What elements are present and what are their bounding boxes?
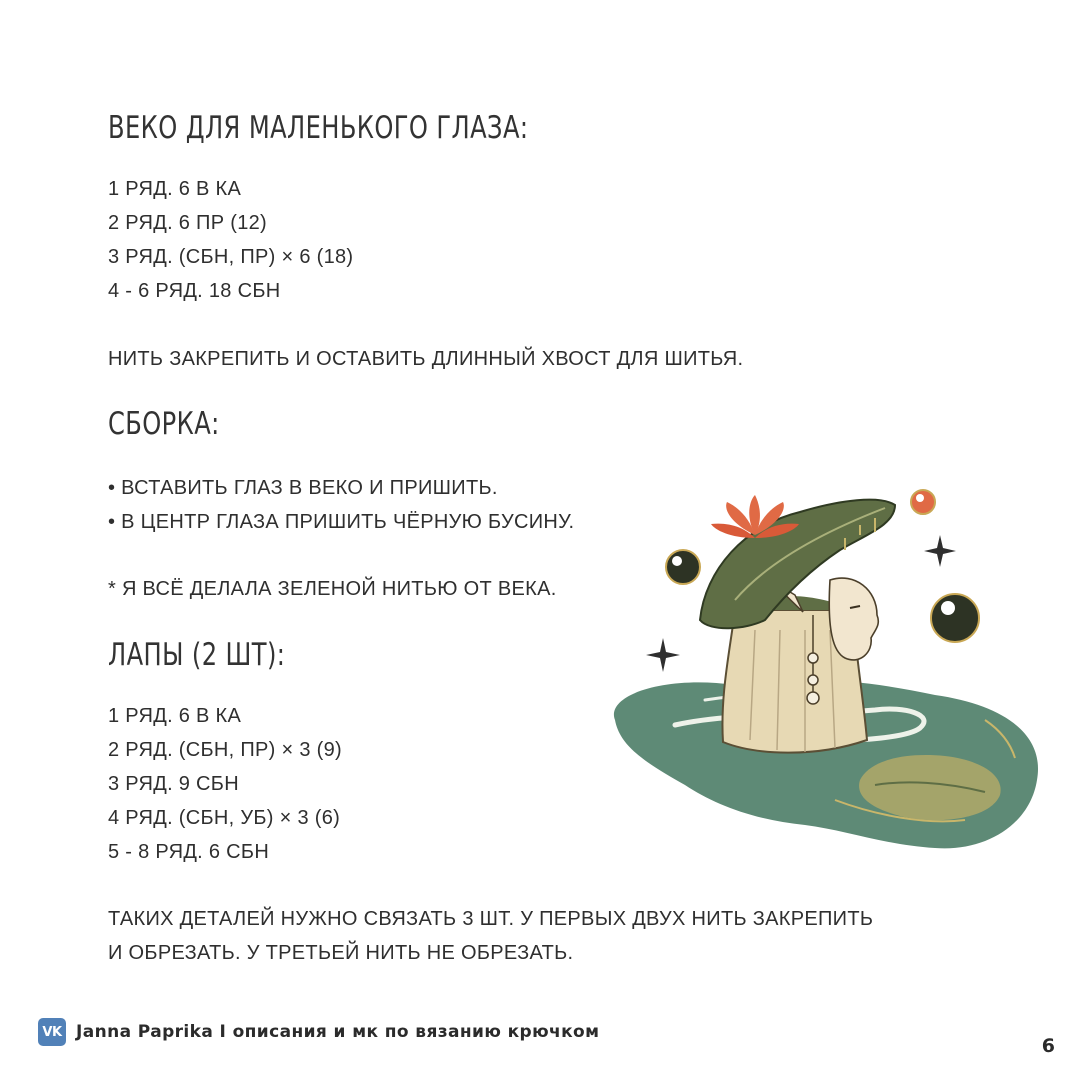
assembly-title: СБОРКА: (108, 406, 220, 442)
footer (38, 1018, 599, 1046)
eyelid-row: 4 - 6 РЯД. 18 СБН (108, 280, 281, 302)
eyelid-row: 1 РЯД. 6 В КА (108, 178, 242, 200)
elf-pond-illustration (605, 480, 1045, 860)
eyelid-title: ВЕКО ДЛЯ МАЛЕНЬКОГО ГЛАЗА: (108, 110, 529, 146)
paws-row: 2 РЯД. (СБН, ПР) × 3 (9) (108, 739, 342, 761)
paws-row: 5 - 8 РЯД. 6 СБН (108, 841, 270, 863)
assembly-item: • В ЦЕНТР ГЛАЗА ПРИШИТЬ ЧЁРНУЮ БУСИНУ. (108, 511, 575, 533)
vk-icon[interactable]: VK (38, 1018, 66, 1046)
footer-author: Janna Paprika I описания и мк по вязанию крючком (76, 1022, 600, 1042)
eyelid-row: 3 РЯД. (СБН, ПР) × 6 (18) (108, 246, 354, 268)
paws-row: 1 РЯД. 6 В КА (108, 705, 242, 727)
paws-note: ТАКИХ ДЕТАЛЕЙ НУЖНО СВЯЗАТЬ 3 ШТ. У ПЕРВЫХ ДВУХ НИТЬ ЗАКРЕПИТЬ (108, 908, 874, 930)
paws-row: 3 РЯД. 9 СБН (108, 773, 239, 795)
page-number: 6 (1041, 1035, 1055, 1057)
paws-title: ЛАПЫ (2 ШТ): (108, 637, 286, 673)
assembly-note: * Я ВСЁ ДЕЛАЛА ЗЕЛЕНОЙ НИТЬЮ ОТ ВЕКА. (108, 578, 557, 600)
eyelid-row: 2 РЯД. 6 ПР (12) (108, 212, 267, 234)
paws-row: 4 РЯД. (СБН, УБ) × 3 (6) (108, 807, 341, 829)
assembly-item: • ВСТАВИТЬ ГЛАЗ В ВЕКО И ПРИШИТЬ. (108, 477, 498, 499)
paws-note: И ОБРЕЗАТЬ. У ТРЕТЬЕЙ НИТЬ НЕ ОБРЕЗАТЬ. (108, 942, 574, 964)
eyelid-note: НИТЬ ЗАКРЕПИТЬ И ОСТАВИТЬ ДЛИННЫЙ ХВОСТ ДЛЯ ШИТЬЯ. (108, 348, 744, 370)
